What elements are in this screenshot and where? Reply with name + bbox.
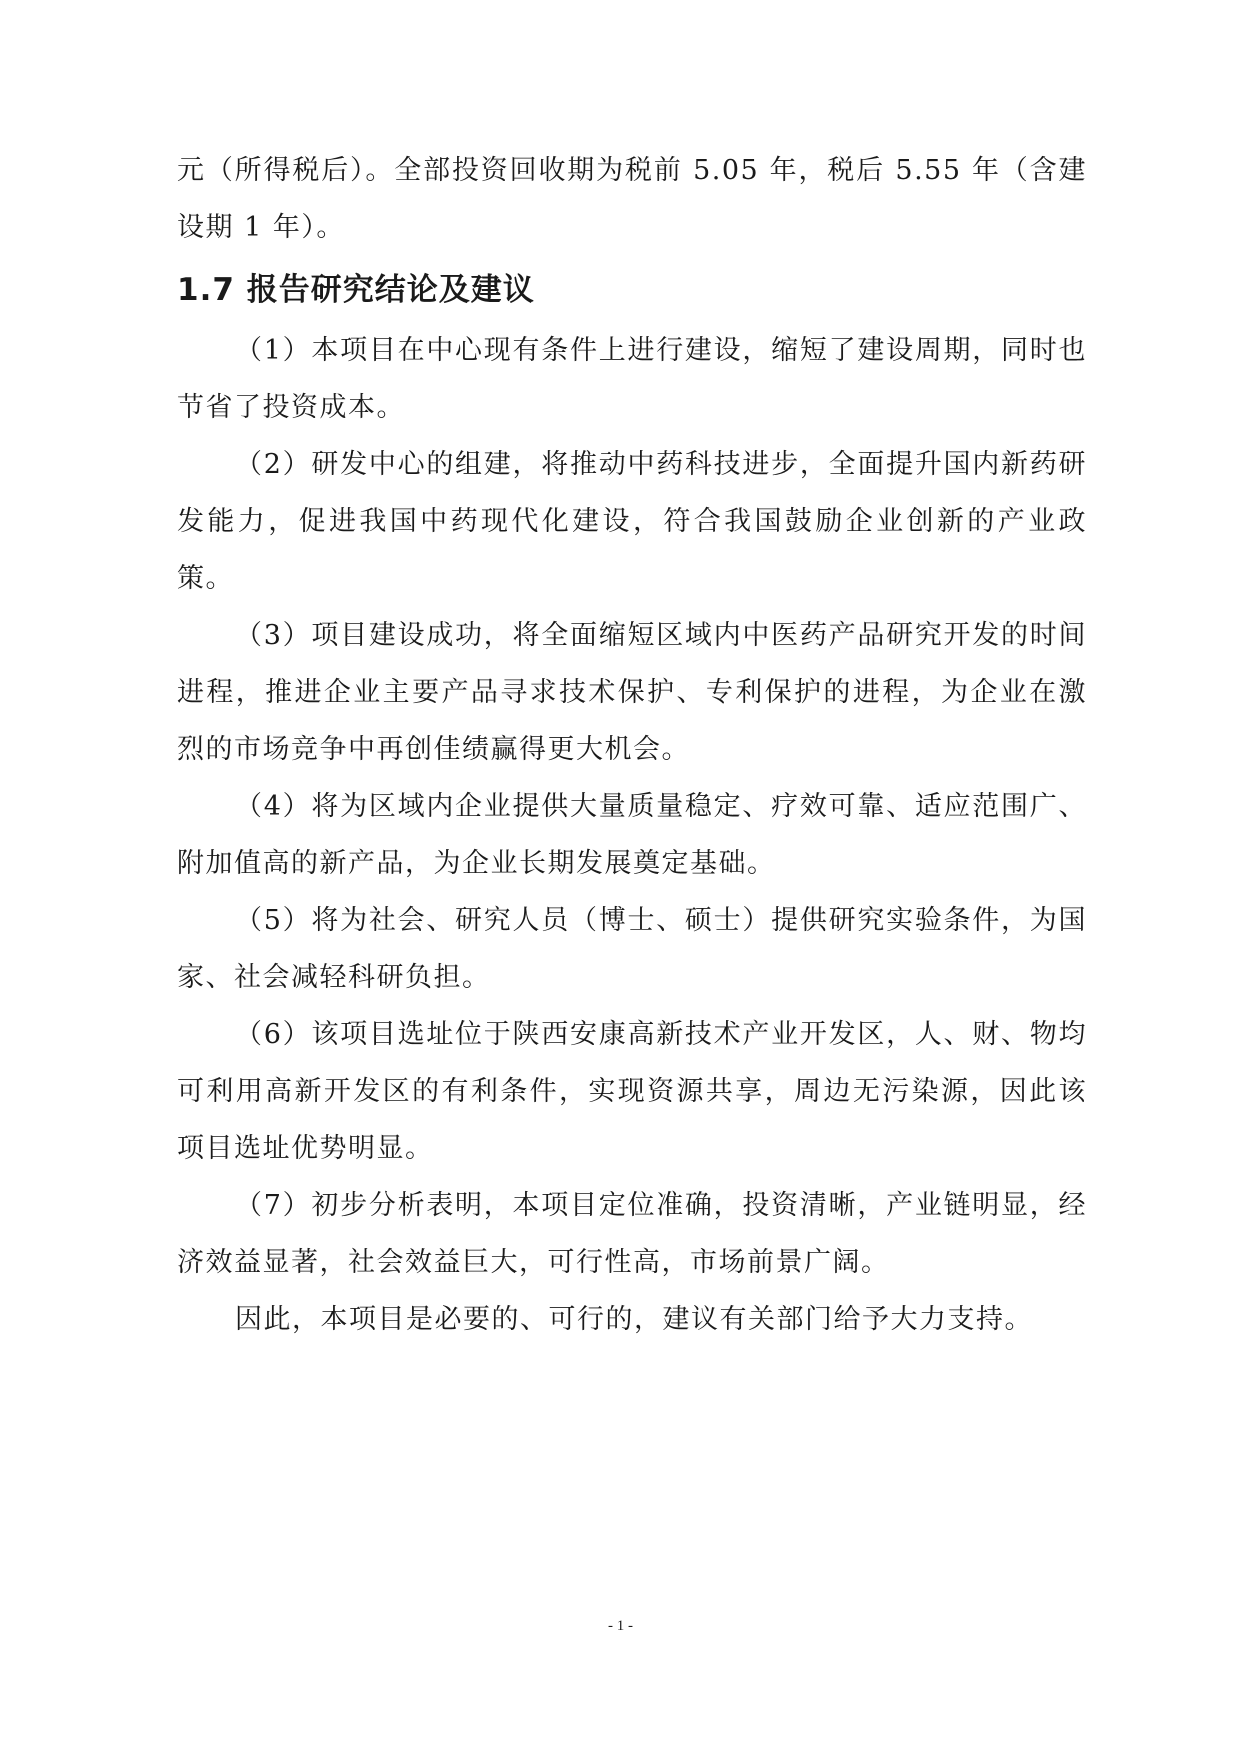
section-heading: 1.7 报告研究结论及建议 [177, 272, 535, 308]
conclusion-item-5: （5）将为社会、研究人员（博士、硕士）提供研究实验条件，为国家、社会减轻科研负担。 [177, 905, 1087, 993]
page-body [177, 142, 1087, 1348]
conclusion-item-3: （3）项目建设成功，将全面缩短区域内中医药产品研究开发的时间进程，推进企业主要产品寻求技术保护、专利保护的进程，为企业在激烈的市场竞争中再创佳绩赢得更大机会。 [177, 620, 1087, 765]
conclusion-item-6: （6）该项目选址位于陕西安康高新技术产业开发区，人、财、物均可利用高新开发区的有利条件，实现资源共享，周边无污染源，因此该项目选址优势明显。 [177, 1019, 1087, 1164]
conclusion-item-1: （1）本项目在中心现有条件上进行建设，缩短了建设周期，同时也节省了投资成本。 [177, 335, 1087, 423]
closing-statement: 因此，本项目是必要的、可行的，建议有关部门给予大力支持。 [235, 1304, 1033, 1335]
page-number: - 1 - [608, 1618, 633, 1634]
intro-paragraph: 元（所得税后）。全部投资回收期为税前 5.05 年，税后 5.55 年（含建设期 1 年）。 [177, 155, 1087, 243]
conclusion-item-4: （4）将为区域内企业提供大量质量稳定、疗效可靠、适应范围广、附加值高的新产品，为企业长期发展奠定基础。 [177, 791, 1087, 879]
conclusion-item-7: （7）初步分析表明，本项目定位准确，投资清晰，产业链明显，经济效益显著，社会效益巨大，可行性高，市场前景广阔。 [177, 1190, 1087, 1278]
conclusion-item-2: （2）研发中心的组建，将推动中药科技进步，全面提升国内新药研发能力，促进我国中药现代化建设，符合我国鼓励企业创新的产业政策。 [177, 449, 1087, 594]
